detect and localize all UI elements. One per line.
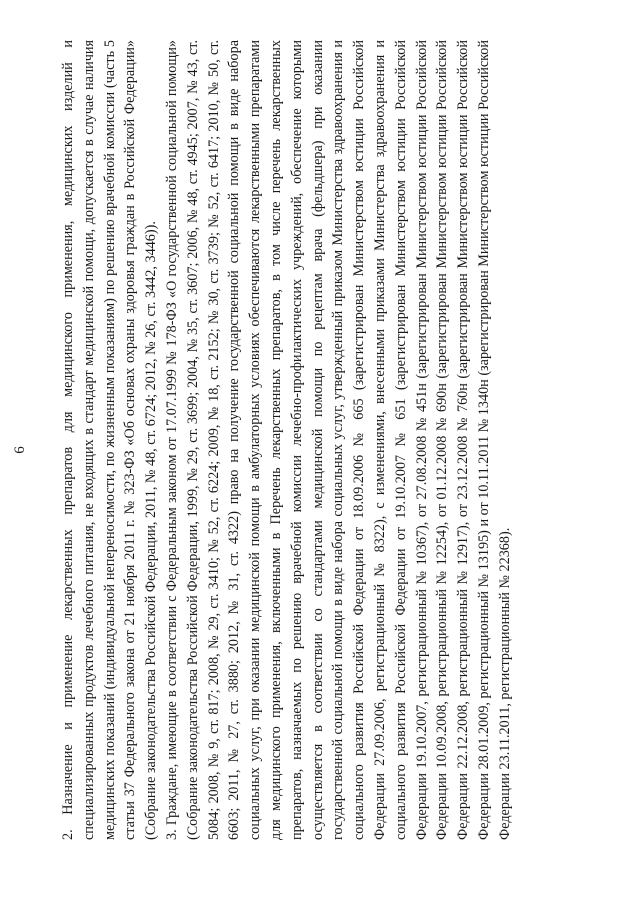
paragraph-2: 2. Назначение и применение лекарственных препаратов для медицинского применения, медицинских изделий и специализированных продуктов лечебного питания, не входящих в стандарт медицинской помощи, допускается в случае наличия медицинских показаний (индивидуальной непереносимости, по жизненным показаниям) по решению врачебной комиссии (часть 5 статьи 37 Федерального закона от 21 ноября 2011 г. № 323-ФЗ «Об основах охраны здоровья граждан в Российской Федерации» (Собрание законодательства Российской Федерации, 2011, № 48, ст. 6724; 2012, № 26, ст. 3442, 3446)). bbox=[60, 40, 160, 840]
document-body bbox=[58, 40, 516, 840]
page-number: 6 bbox=[12, 446, 28, 454]
rotated-document-page bbox=[10, 20, 610, 880]
paragraph-3: 3. Граждане, имеющие в соответствии с Федеральным законом от 17.07.1999 № 178-ФЗ «О государственной социальной помощи» (Собрание законодательства Российской Федерации, 1999, № 29, ст. 3699; 2004, № 35, ст. 3607; 2006, № 48, ст. 4945; 2007, № 43, ст. 5084; 2008, № 9, ст. 817; 2008, № 29, ст. 3410; № 52, ст. 6224; 2009, № 18, ст. 2152; № 30, ст. 3739; № 52, ст. 6417; 2010, № 50, ст. 6603; 2011, № 27, ст. 3880; 2012, № 31, ст. 4322) право на получение государственной социальной помощи в виде набора социальных услуг, при оказании медицинской помощи в амбулаторных условиях обеспечиваются лекарственными препаратами для медицинского применения, включенными в Перечень лекарственных препаратов, в том числе перечень лекарственных препаратов, назначаемых по решению врачебной комиссии лечебно-профилактических учреждений, обеспечение которыми осуществляется в соответствии со стандартами медицинской помощи по рецептам врача (фельдшера) при оказании государственной социальной помощи в виде набора социальных услуг, утвержденный приказом Министерства здравоохранения и социального развития Российской Федерации от 18.09.2006 № 665 (зарегистрирован Министерством юстиции Российской Федерации 27.09.2006, регистрационный № 8322), с изменениями, внесенными приказами Министерства здравоохранения и социального развития Российской Федерации от 19.10.2007 № 651 (зарегистрирован Министерством юстиции Российской Федерации 19.10.2007, регистрационный № 10367), от 27.08.2008 № 451н (зарегистрирован Министерством юстиции Российской Федерации 10.09.2008, регистрационный № 12254), от 01.12.2008 № 690н (зарегистрирован Министерством юстиции Российской Федерации 22.12.2008, регистрационный № 12917), от 23.12.2008 № 760н (зарегистрирован Министерством юстиции Российской Федерации 28.01.2009, регистрационный № 13195) и от 10.11.2011 № 1340н (зарегистрирован Министерством юстиции Российской Федерации 23.11.2011, регистрационный № 22368). bbox=[163, 40, 513, 840]
